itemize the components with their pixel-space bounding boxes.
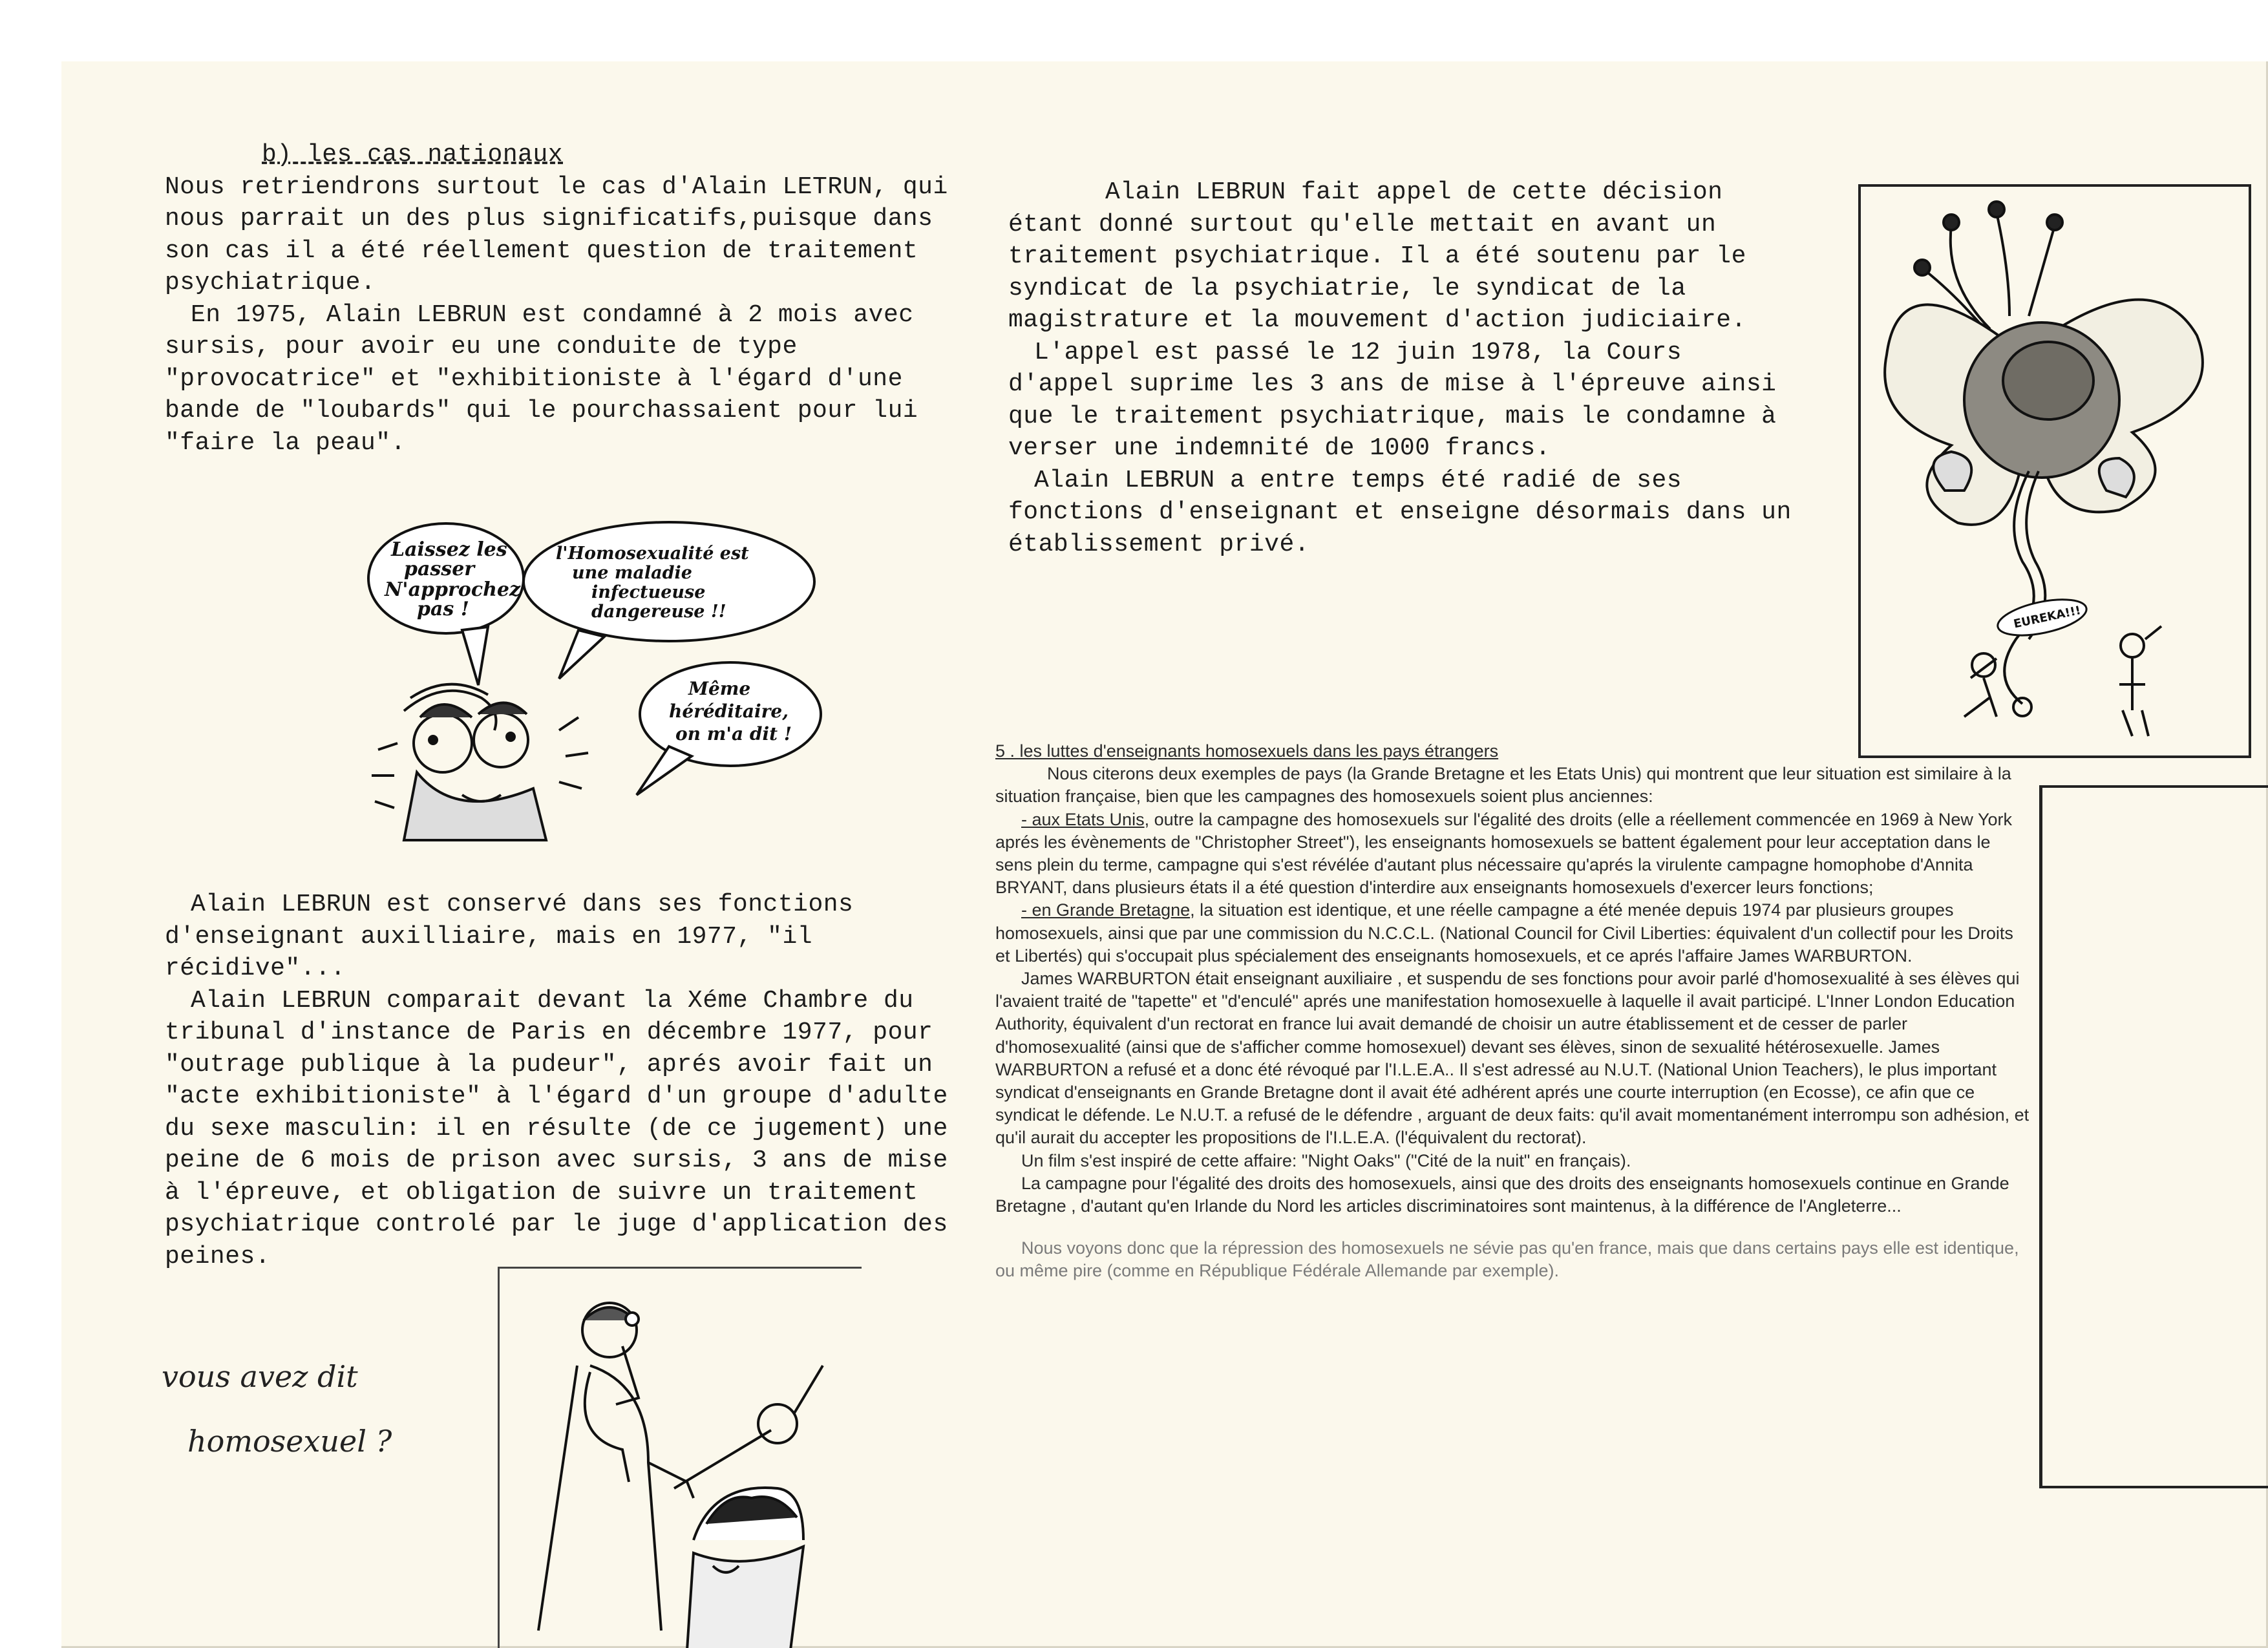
doctor-drawing (500, 1269, 862, 1648)
handwritten-line-1: vous avez dit (162, 1359, 358, 1394)
section5-warburton: James WARBURTON était enseignant auxiliaire , et suspendu de ses fonctions pour avoir parlé d'homosexualité à ses élèves qui l'avaient traité de "tapette" et "d'enculé" aprés une manifestation homosexuelle à laquelle il avait participé. L'Inner London Education Authority, équivalent d'un rectorat en france lui avait demandé de choisir un autre établissement et de cesser de parler d'homosexualité (ainsi que de s'afficher comme homosexuel) devant ses élèves, sinon de sexualité hétérosexuelle. James WARBURTON a refusé et a donc été révoqué par l'I.L.E.A.. Il s'est adressé au N.U.T. (National Union Teachers), le plus important syndicat d'enseignants en Grande Bretagne dont il avait été adhérent aprés une courte interruption (en Ecosse), ce afin que ce syndicat le défende. Le N.U.T. a refusé de le défendre , arguant de deux faits: qu'il avait momentanément interrompu son adhésion, et qu'il aurait du accepter les propositions de l'I.L.E.A. (l'équivalent du rectorat). (995, 969, 2030, 1148)
left-column-lower (165, 889, 953, 1273)
document-page (61, 61, 2268, 1648)
handwritten-note (162, 1344, 498, 1474)
bubble-right-text: l'Homosexualité est une maladie infectueuse dangereuse !! (556, 544, 749, 622)
section5-usa: - aux Etats Unis, outre la campagne des homosexuels sur l'égalité des droits (elle a réellement commencée en 1969 à New York aprés les évènements de "Christopher Street"), les enseignants homosexuels se battent également pour leur acceptation dans le sens plein du terme, campagne qui s'est révélée d'autant plus nécessaire qu'aprés la virulente campagne homophobe d'Annita BRYANT, dans plusieurs états il a été question d'interdire aux enseignants homosexuels d'exercer leurs fonctions; (995, 809, 2012, 898)
section-foreign-struggles (995, 740, 2030, 1283)
bubble-left-text: Laissez les passer N'approchez pas ! (385, 538, 521, 620)
section5-title: 5 . les luttes d'enseignants homosexuels dans les pays étrangers (995, 741, 1499, 761)
handwritten-line-2: homosexuel ? (187, 1424, 392, 1459)
policemen-figures (372, 684, 588, 840)
paragraph-lebrun-trial: Alain LEBRUN comparait devant la Xéme Chambre du tribunal d'instance de Paris en décembre 1977, pour "outrage publique à la pudeur", aprés avoir fait un "acte exhibitioniste" à l'égard d'un groupe d'adulte du sexe masculin: il en résulte (de ce jugement) une peine de 6 mois de prison avec sursis, 3 ans de mise à l'épreuve, et obligation de suivre un traitement psychiatrique controlé par le juge d'application des peines. (165, 986, 948, 1271)
section5-intro: Nous citerons deux exemples de pays (la Grande Bretagne et les Etats Unis) qui montrent que leur situation est similaire à la situation française, bien que les campagnes des homosexuels soient plus anciennes: (995, 764, 2011, 807)
flower-illustration-frame (1858, 184, 2251, 758)
paragraph-appeal-result: L'appel est passé le 12 juin 1978, la Cours d'appel suprime les 3 ans de mise à l'épreuve ainsi que le traitement psychiatrique, mais le condamne à verser une indemnité de 1000 francs. (1008, 338, 1777, 462)
section5-film: Un film s'est inspiré de cette affaire: "Night Oaks" ("Cité de la nuit" en français). (1021, 1150, 1631, 1170)
paragraph-lebrun-1977: Alain LEBRUN est conservé dans ses fonctions d'enseignant auxilliaire, mais en 1977, "il récidive"... (165, 891, 854, 982)
eureka-caption: EUREKA!!! (2012, 603, 2083, 631)
cartoon-doctor-illustration (498, 1267, 862, 1648)
empty-frame (2039, 785, 2268, 1488)
bubble-bottom-text: Même héréditaire, on m'a dit ! (669, 678, 792, 745)
paragraph-appeal: Alain LEBRUN fait appel de cette décision étant donné surtout qu'elle mettait en avant un traitement psychiatrique. Il a été soutenu par le syndicat de la psychiatrie, le syndicat de la magistrature et la mouvement d'action judiciaire. (1008, 178, 1746, 334)
section5-campaign: La campagne pour l'égalité des droits des homosexuels, ainsi que des droits des enseignants homosexuels continue en Grande Bretagne , d'autant qu'en Irlande du Nord les articles discriminatoires sont maintenus, à la différence de l'Angleterre... (995, 1173, 2009, 1216)
left-column (165, 139, 953, 459)
paragraph-dismissal: Alain LEBRUN a entre temps été radié de ses fonctions d'enseignant et enseigne désormais dans un établissement privé. (1008, 466, 1792, 558)
section5-great-britain: - en Grande Bretagne, la situation est identique, et une réelle campagne a été menée depuis 1974 par plusieurs groupes homosexuels, ainsi que par une commission du N.C.C.L. (National Council for Civil Liberties: équivalent d'un collectif pour les Droits et Libertés) qui s'occupait plus spécialement des enseignants homosexuels, et ce aprés l'affaire James WARBURTON. (995, 900, 2013, 966)
section-heading-national-cases: b) les cas nationaux (262, 141, 564, 169)
cartoon-police-illustration (365, 517, 831, 853)
right-column (1008, 176, 1797, 560)
paragraph-lebrun-intro: Nous retriendrons surtout le cas d'Alain LETRUN, qui nous parrait un des plus significatifs,puisque dans son cas il a été réellement question de traitement psychiatrique. (165, 173, 948, 297)
paragraph-lebrun-1975: En 1975, Alain LEBRUN est condamné à 2 mois avec sursis, pour avoir eu une conduite de type "provocatrice" et "exhibitioniste à l'égard d'une bande de "loubards" qui le pourchassaient pour lui "faire la peau". (165, 301, 918, 457)
flower-illustration (1861, 187, 2249, 755)
section5-conclusion: Nous voyons donc que la répression des homosexuels ne sévie pas qu'en france, mais que dans certains pays elle est identique, ou même pire (comme en République Fédérale Allemande par exemple). (995, 1238, 2019, 1281)
